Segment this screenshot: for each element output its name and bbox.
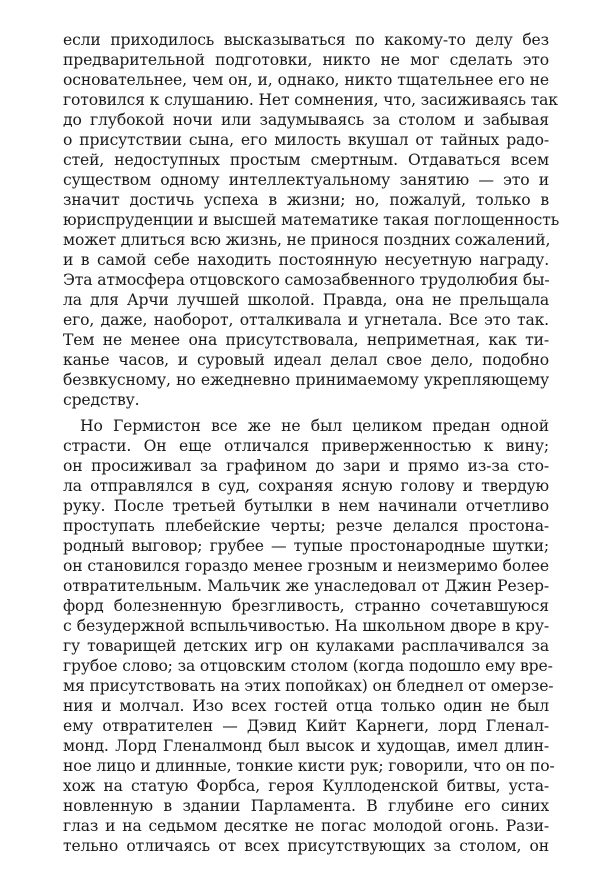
text-line: если приходилось высказываться по какому-то делу без [63,31,549,49]
text-line: форд болезненную брезгливость, странно сочетавшуюся [63,597,549,615]
text-line: значит достичь успеха в жизни; но, пожалуй, только в [63,191,549,209]
text-line: Эта атмосфера отцовского самозабвенного трудолюбия бы- [63,271,550,289]
text-line: ему отвратителен — Дэвид Кийт Карнеги, лорд Гленал- [63,717,549,735]
page-overflow-lines [63,30,560,870]
text-line: Но Гермистон все же не был целиком предан одной [80,417,549,435]
text-line: руку. После третьей бутылки в нем начинали отчетливо [63,497,549,515]
text-line: до глубокой ночи или задумываясь за столом и забывая [63,111,549,129]
text-line: основательнее, чем он, и, однако, никто тщательнее его не [63,71,549,89]
text-line: мя присутствовать на этих попойках) он бледнел от омерзе- [63,677,554,695]
text-line: грубое слово; за отцовским столом (когда подошло ему вре- [63,657,553,675]
text-line: ла для Арчи лучшей школой. Правда, она не прельщала [63,291,549,309]
text-line: монд. Лорд Гленалмонд был высок и худощав, имел длин- [63,737,549,755]
text-line: ное лицо и длинные, тонкие кисти рук; говорили, что он по- [63,757,555,775]
text-line: гу товарищей детских игр он кулаками расплачивался за [63,637,549,655]
text-line: ния и молчал. Изо всех гостей отца только один не был [63,697,549,715]
text-line: готовился к слушанию. Нет сомнения, что, засиживаясь так [63,91,558,109]
text-line: он становился гораздо менее грозным и неизмеримо более [63,557,549,575]
text-line: тельно отличаясь от всех присутствующих за столом, он [63,837,549,855]
text-line: юриспруденции и высшей математике такая поглощенность [63,211,560,229]
text-line: средству. [63,391,140,409]
text-line: хож на статую Форбса, героя Куллоденской битвы, уста- [63,777,549,795]
text-line: глаз и на седьмом десятке не погас молодой огонь. Рази- [63,817,549,835]
text-line: ла отправлялся в суд, сохраняя ясную голову и твердую [63,477,549,495]
text-line: отвратительным. Мальчик же унаследовал от Джин Резер- [63,577,549,595]
text-line: родный выговор; грубее — тупые простонародные шутки; [63,537,549,555]
text-line: стей, недоступных простым смертным. Отдаваться всем [63,151,549,169]
text-line: его, даже, наоборот, отталкивала и угнетала. Все это так. [63,311,549,329]
text-line: может длиться всю жизнь, не принося поздних сожалений, [63,231,551,249]
text-line: новленную в здании Парламента. В глубине его синих [63,797,549,815]
text-line: канье часов, и суровый идеал делал свое дело, подобно [63,351,549,369]
text-line: страсти. Он еще отличался приверженностью к вину; [63,437,549,455]
text-line: и в самой себе находить постоянную несуетную награду. [63,251,549,269]
text-line: предварительной подготовки, никто не мог сделать это [63,51,549,69]
text-line: о присутствии сына, его милость вкушал от тайных радо- [63,131,549,149]
text-line: Тем не менее она присутствовала, неприметная, как ти- [63,331,549,349]
text-line: существом одному интеллектуальному занятию — это и [63,171,549,189]
text-line: он просиживал за графином до зари и прямо из-за сто- [63,457,549,475]
text-line: с безудержной вспыльчивостью. На школьном дворе в кру- [63,617,549,635]
text-line: безвкусному, но ежедневно принимаемому укрепляющему [63,371,549,389]
text-line: проступать плебейские черты; резче делался простона- [63,517,549,535]
